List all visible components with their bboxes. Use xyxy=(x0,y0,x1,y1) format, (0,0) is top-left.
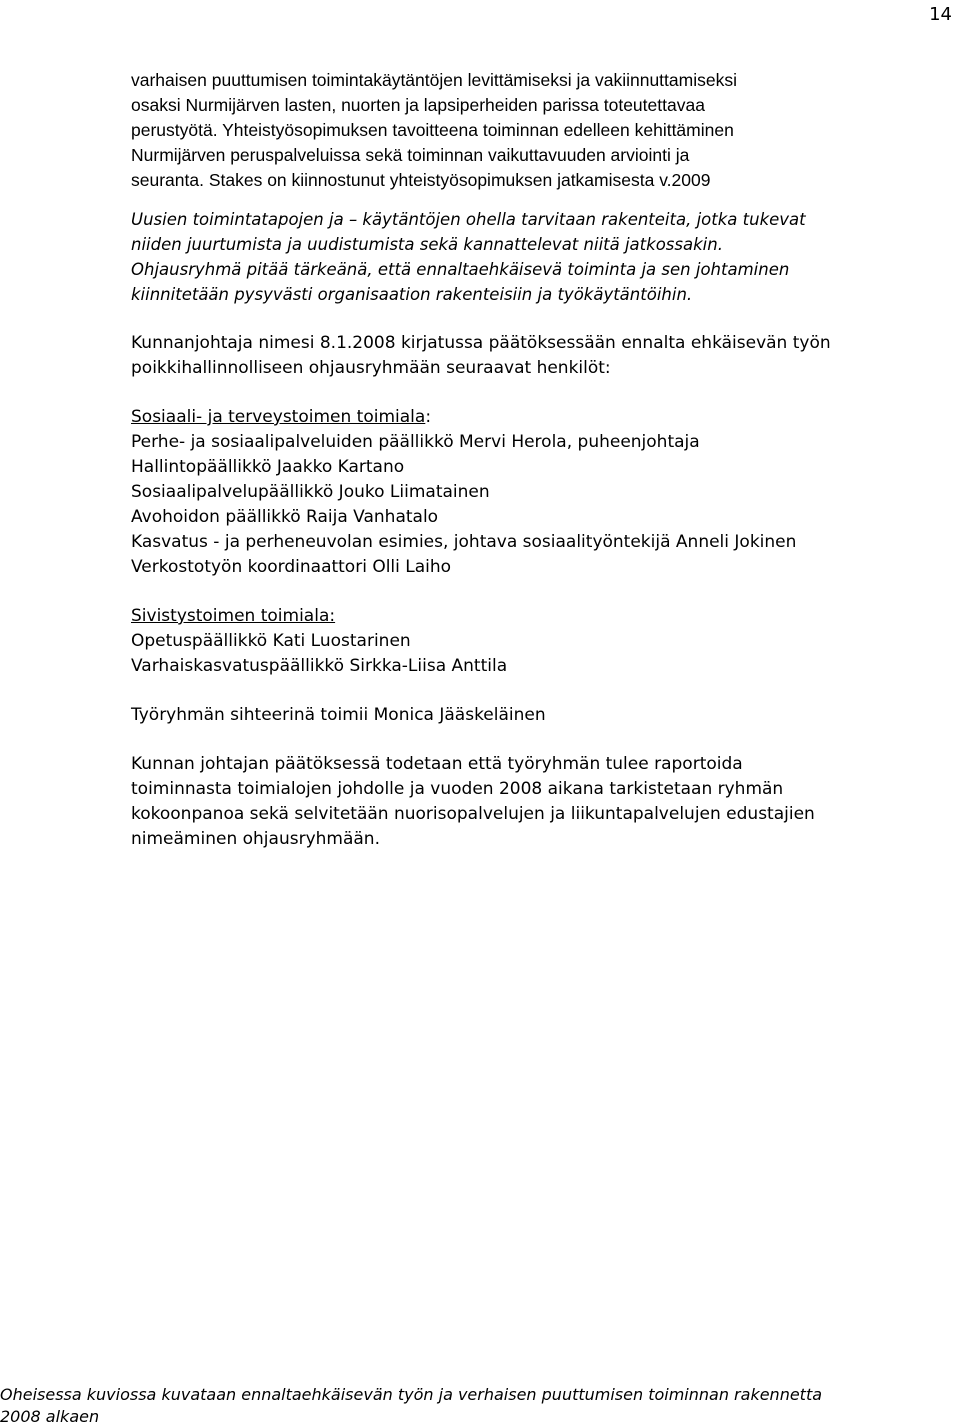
text-line: nimeäminen ohjausryhmään. xyxy=(131,829,380,849)
member-line: Varhaiskasvatuspäällikkö Sirkka-Liisa Anttila xyxy=(131,656,508,676)
member-line: Verkostotyön koordinaattori Olli Laiho xyxy=(131,557,452,577)
text-line: osaksi Nurmijärven lasten, nuorten ja lapsiperheiden parissa toteutettavaa xyxy=(131,95,705,115)
member-line: Kasvatus - ja perheneuvolan esimies, johtava sosiaalityöntekijä Anneli Jokinen xyxy=(131,532,797,552)
paragraph-collaboration xyxy=(131,68,956,193)
member-line: Opetuspäällikkö Kati Luostarinen xyxy=(131,631,411,651)
caption-line: 2008 alkaen xyxy=(0,1407,100,1426)
section-heading-text: Sivistystoimen toimiala: xyxy=(131,606,336,626)
text-line: perustyötä. Yhteistyösopimuksen tavoitteena toiminnan edelleen kehittäminen xyxy=(131,120,734,140)
section-education xyxy=(131,604,956,679)
section-heading xyxy=(131,604,956,629)
text-line: Kunnanjohtaja nimesi 8.1.2008 kirjatussa päätöksessään ennalta ehkäisevän työn xyxy=(131,333,831,353)
text-line: toiminnasta toimialojen johdolle ja vuoden 2008 aikana tarkistetaan ryhmän xyxy=(131,779,784,799)
page-number: 14 xyxy=(929,4,952,25)
section-heading-text: Sosiaali- ja terveystoimen toimiala xyxy=(131,407,426,427)
secretary-line: Työryhmän sihteerinä toimii Monica Jääskeläinen xyxy=(131,705,546,725)
text-line: niiden juurtumista ja uudistumista sekä kannattelevat niitä jatkossakin. xyxy=(131,235,723,254)
figure-caption xyxy=(0,1384,960,1428)
caption-line: Oheisessa kuviossa kuvataan ennaltaehkäisevän työn ja verhaisen puuttumisen toiminnan rakennetta xyxy=(0,1385,823,1404)
section-heading: Sosiaali- ja terveystoimen toimiala: xyxy=(131,407,432,427)
text-line: Ohjausryhmä pitää tärkeänä, että ennaltaehkäisevä toiminta ja sen johtaminen xyxy=(131,260,790,279)
member-line: Hallintopäällikkö Jaakko Kartano xyxy=(131,457,405,477)
text-line: poikkihallinnolliseen ohjausryhmään seuraavat henkilöt: xyxy=(131,358,611,378)
paragraph-reporting xyxy=(131,752,956,852)
section-social-health xyxy=(131,405,956,580)
text-line: kiinnitetään pysyvästi organisaation rakenteisiin ja työkäytäntöihin. xyxy=(131,285,693,304)
paragraph-structures xyxy=(131,207,956,307)
text-line: varhaisen puuttumisen toimintakäytäntöjen levittämiseksi ja vakiinnuttamiseksi xyxy=(131,70,737,90)
paragraph-appointment xyxy=(131,331,956,381)
member-line: Sosiaalipalvelupäällikkö Jouko Liimatainen xyxy=(131,482,490,502)
text-line: kokoonpanoa sekä selvitetään nuorisopalvelujen ja liikuntapalvelujen edustajien xyxy=(131,804,815,824)
member-line: Perhe- ja sosiaalipalveluiden päällikkö Mervi Herola, puheenjohtaja xyxy=(131,432,700,452)
text-line: Kunnan johtajan päätöksessä todetaan että työryhmän tulee raportoida xyxy=(131,754,743,774)
text-line: Nurmijärven peruspalveluissa sekä toiminnan vaikuttavuuden arviointi ja xyxy=(131,145,690,165)
text-line: seuranta. Stakes on kiinnostunut yhteistyösopimuksen jatkamisesta v.2009 xyxy=(131,170,711,190)
document-body xyxy=(131,68,956,852)
member-line: Avohoidon päällikkö Raija Vanhatalo xyxy=(131,507,439,527)
text-line: Uusien toimintatapojen ja – käytäntöjen ohella tarvitaan rakenteita, jotka tukevat xyxy=(131,210,806,229)
